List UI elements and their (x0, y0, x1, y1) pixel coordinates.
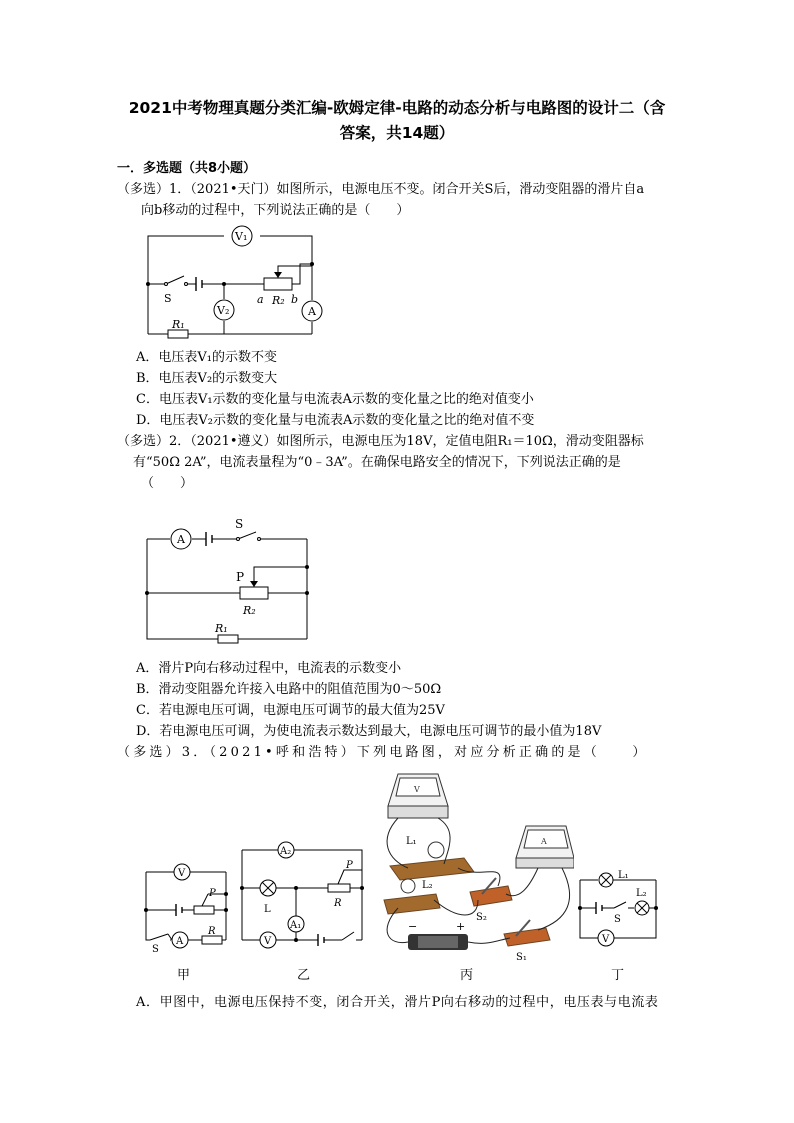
jia-r-label: R (208, 926, 216, 937)
caption-ding: 丁 (611, 968, 625, 983)
title-line-1: 2021中考物理真题分类汇编-欧姆定律-电路的动态分析与电路图的设计二（含 (128, 99, 666, 117)
q1-stem-line-1: （多选）1．（2021•天门）如图所示，电源电压不变。闭合开关S后，滑动变阻器的滑片自a (117, 182, 645, 197)
q2-option-d: D．若电源电压可调，为使电流表示数达到最大，电源电压可调节的最小值为18V (136, 724, 602, 739)
q2-circuit-diagram (140, 517, 320, 649)
q1-stem-line-2: 向b移动的过程中，下列说法正确的是（ ） (141, 203, 410, 218)
ding-l2-label: L₂ (636, 888, 647, 899)
q1-option-d: D．电压表V₂示数的变化量与电流表A示数的变化量之比的绝对值不变 (136, 413, 535, 428)
q3-option-a: A．甲图中，电源电压保持不变，闭合开关，滑片P向右移动的过程中，电压表与电流表 (136, 995, 659, 1010)
q3-figure-ding (574, 864, 662, 950)
ammeter-label: A (177, 533, 185, 546)
p-label: P (236, 570, 245, 584)
switch-label: S (164, 292, 172, 305)
q2-option-b: B．滑动变阻器允许接入电路中的阻值范围为0～50Ω (136, 682, 442, 697)
q2-stem-line-3: （ ） (141, 476, 194, 491)
q3-figure-bing (378, 770, 574, 962)
yi-a2-label: A₂ (280, 846, 292, 857)
jia-s-label: S (152, 944, 159, 952)
q3-figure-jia (138, 860, 230, 952)
q1-option-c: C．电压表V₁示数的变化量与电流表A示数的变化量之比的绝对值变小 (136, 392, 534, 407)
caption-jia: 甲 (177, 968, 191, 983)
jia-v-label: V (178, 868, 186, 879)
r2-label: R₂ (243, 604, 256, 617)
r1-label: R₁ (172, 318, 185, 331)
q1-option-a: A．电压表V₁的示数不变 (136, 350, 277, 365)
q2-option-c: C．若电源电压可调，电源电压可调节的最大值为25V (136, 703, 445, 718)
title-line-2: 答案，共14题） (339, 124, 455, 142)
a-label: a (257, 293, 264, 306)
jia-p-label: P (209, 888, 216, 899)
r1-label: R₁ (215, 622, 228, 635)
yi-a1-label: A₁ (290, 920, 302, 931)
q2-stem-line-2: 有“50Ω 2A”，电流表量程为“0﹣3A”。在确保电路安全的情况下，下列说法正确的是 (133, 455, 621, 470)
yi-l-label: L (264, 904, 271, 915)
yi-r-label: R (334, 898, 342, 909)
bing-a-label: A (541, 837, 547, 846)
q2-stem-line-1: （多选）2．（2021•遵义）如图所示，电源电压为18V，定值电阻R₁＝10Ω，滑动变阻器标 (117, 434, 644, 449)
yi-v-label: V (264, 936, 272, 947)
caption-bing: 丙 (460, 968, 474, 983)
q1-circuit-diagram (140, 222, 330, 344)
bing-l2-label: L₂ (422, 880, 433, 891)
ding-v-label: V (602, 934, 610, 945)
document-title (100, 96, 694, 146)
bing-s1-label: S₁ (516, 952, 527, 962)
q3-stem: （多选）3．（2021•呼和浩特）下列电路图，对应分析正确的是（ ） (117, 745, 649, 760)
b-label: b (291, 293, 299, 306)
v2-label: V₂ (217, 304, 230, 317)
caption-yi: 乙 (297, 968, 311, 983)
v1-label: V₁ (235, 230, 248, 243)
bing-minus-label: − (408, 920, 418, 933)
q2-option-a: A．滑片P向右移动过程中，电流表的示数变小 (136, 661, 402, 676)
r2-label: R₂ (272, 294, 285, 307)
bing-l1-label: L₁ (406, 836, 417, 847)
yi-p-label: P (346, 860, 353, 871)
bing-s2-label: S₂ (476, 912, 487, 923)
jia-a-label: A (176, 936, 184, 947)
switch-label: S (235, 517, 244, 531)
bing-v-label: V (414, 785, 420, 794)
section-heading: 一．多选题（共8小题） (117, 161, 257, 176)
q1-option-b: B．电压表V₂的示数变大 (136, 371, 278, 386)
bing-plus-label: + (456, 920, 466, 933)
ammeter-label: A (308, 305, 316, 318)
q3-figure-yi (236, 838, 368, 954)
ding-s-label: S (614, 914, 621, 925)
ding-l1-label: L₁ (618, 870, 629, 881)
